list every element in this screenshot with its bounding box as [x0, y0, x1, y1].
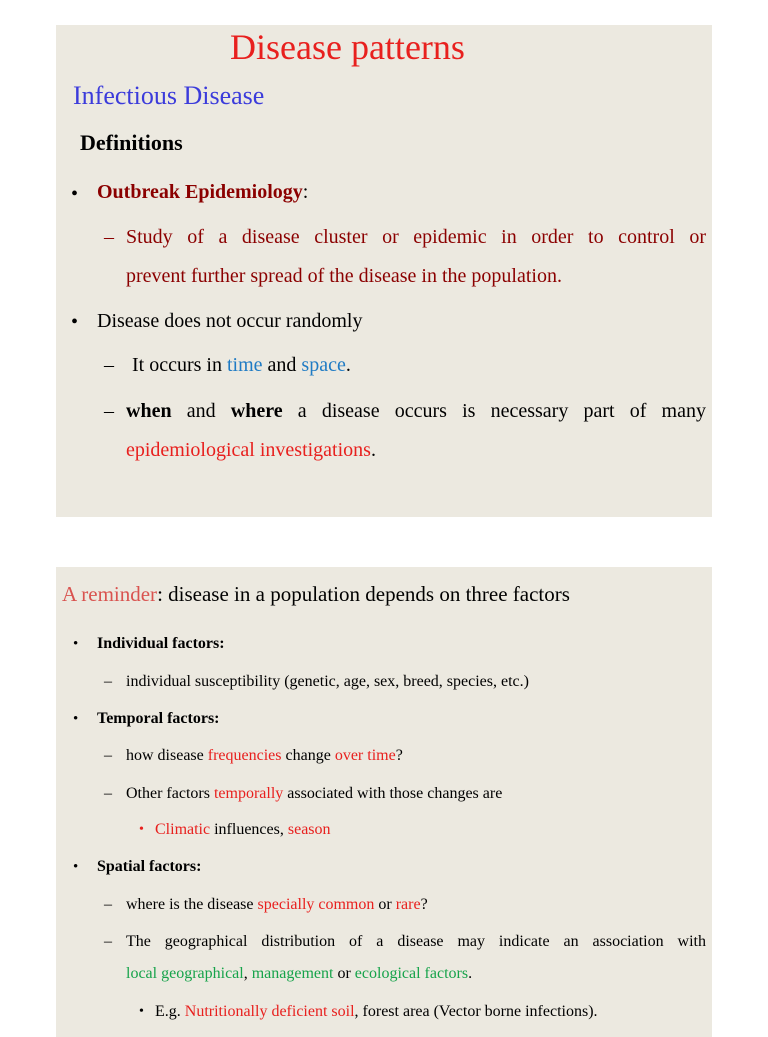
bullet-marker: • [139, 822, 144, 837]
dash-marker: – [104, 747, 112, 764]
frequency-change-item [126, 748, 403, 764]
bullet-marker: • [73, 711, 79, 727]
when-where-line-2 [126, 440, 376, 460]
text: influences, [214, 821, 288, 838]
section-heading: Definitions [80, 130, 183, 155]
outbreak-epidemiology-item [97, 182, 308, 202]
over-time-keyword: over time [334, 747, 396, 764]
dash-marker: – [104, 354, 114, 376]
text: ? [395, 747, 403, 764]
slide-reminder-factors [56, 567, 712, 1037]
colon: : [302, 181, 309, 203]
local-geographical-keyword: local geographical [126, 965, 244, 982]
individual-factors-label: Individual factors: [97, 635, 225, 652]
text: change [281, 747, 335, 764]
bullet-marker: • [73, 636, 79, 652]
temporally-keyword: temporally [213, 785, 284, 802]
text: or [374, 896, 396, 913]
slide-disease-patterns [56, 25, 712, 517]
specially-common-keyword: specially common [257, 896, 375, 913]
text: . [370, 439, 376, 461]
text: or [333, 965, 355, 982]
slide-title: Disease patterns [230, 27, 465, 67]
epidemiological-investigations: epidemiological investigations [126, 439, 371, 461]
text: , [243, 965, 252, 982]
outbreak-definition-line-2: prevent further spread of the disease in the population. [126, 265, 562, 287]
common-rare-item [126, 897, 428, 913]
bullet-marker: • [139, 1004, 144, 1019]
dash-marker: – [104, 933, 112, 950]
dash-marker: – [104, 400, 114, 422]
text: Other factors [126, 785, 214, 802]
dash-marker: – [104, 896, 112, 913]
space-keyword: space [301, 354, 346, 376]
outbreak-definition-line-1: Study of a disease cluster or epidemic in order to control or [126, 226, 706, 248]
text: , forest area (Vector borne infections). [354, 1003, 598, 1020]
text: . [345, 354, 351, 376]
geographical-distribution-line-2 [126, 966, 472, 982]
when-where-line-1 [126, 401, 706, 421]
text: and [262, 354, 302, 376]
dash-marker: – [104, 226, 114, 248]
dash-marker: – [104, 673, 112, 690]
text: associated with those changes are [283, 785, 503, 802]
text: . [468, 965, 473, 982]
season-keyword: season [287, 821, 331, 838]
where-keyword: where [230, 400, 283, 422]
management-keyword: management [251, 965, 334, 982]
when-keyword: when [126, 400, 172, 422]
text: where is the disease [126, 896, 258, 913]
bullet-marker: • [73, 859, 79, 875]
bullet-marker: • [71, 311, 79, 333]
rare-keyword: rare [395, 896, 421, 913]
reminder-heading [62, 584, 570, 605]
outbreak-epidemiology-term: Outbreak Epidemiology [97, 181, 303, 203]
nutritionally-deficient-soil-keyword: Nutritionally deficient soil [184, 1003, 355, 1020]
reminder-label: A reminder [62, 582, 158, 606]
text: a disease occurs is necessary part of many [282, 400, 706, 422]
climatic-keyword: Climatic [155, 821, 215, 838]
spatial-factors-label: Spatial factors: [97, 858, 202, 875]
text: : disease in a population depends on three factors [157, 582, 570, 606]
text: ? [420, 896, 428, 913]
dash-marker: – [104, 785, 112, 802]
text: how disease [126, 747, 208, 764]
individual-susceptibility-item: individual susceptibility (genetic, age, sex, breed, species, etc.) [126, 673, 529, 690]
slide-subtitle: Infectious Disease [73, 81, 265, 110]
temporal-factors-label: Temporal factors: [97, 710, 220, 727]
text: and [171, 400, 231, 422]
text: E.g. [155, 1003, 185, 1020]
frequencies-keyword: frequencies [207, 747, 282, 764]
bullet-marker: • [71, 183, 79, 205]
time-space-item [132, 355, 351, 375]
time-keyword: time [226, 354, 263, 376]
climatic-season-item [155, 822, 331, 838]
example-item [155, 1004, 598, 1020]
ecological-factors-keyword: ecological factors [354, 965, 469, 982]
text: It occurs in [132, 354, 227, 376]
disease-not-random-item: Disease does not occur randomly [97, 310, 363, 332]
geographical-distribution-line-1: The geographical distribution of a disease may indicate an association with [126, 933, 706, 950]
temporal-associated-item [126, 786, 502, 802]
